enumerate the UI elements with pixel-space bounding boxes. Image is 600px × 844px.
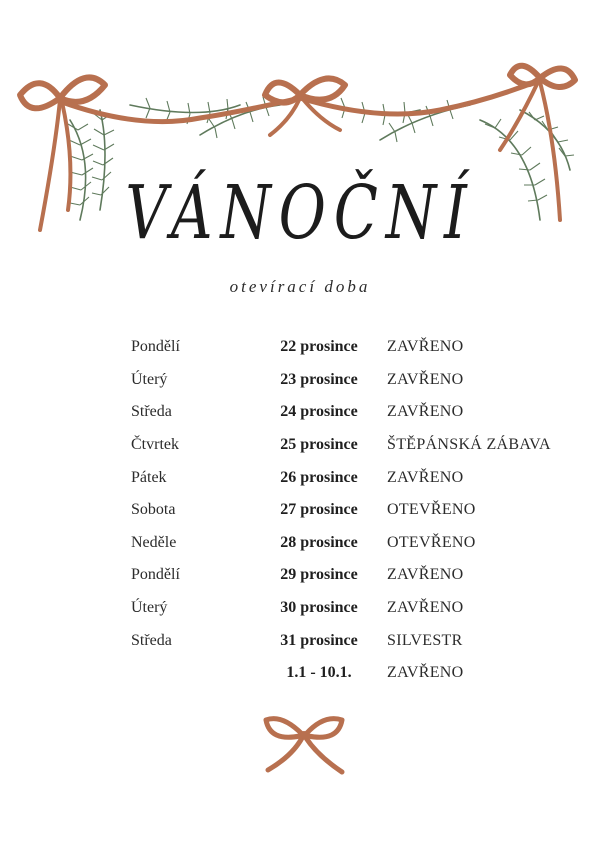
table-row [131, 527, 571, 560]
status-cell: ZAVŘENO [387, 403, 464, 421]
table-row [131, 657, 571, 690]
date-cell: 27 prosince [280, 501, 358, 519]
table-row [131, 559, 571, 592]
status-cell: ZAVŘENO [387, 566, 464, 584]
date-cell: 24 prosince [280, 403, 358, 421]
schedule-table [131, 331, 571, 690]
date-cell: 25 prosince [280, 436, 358, 454]
table-row [131, 396, 571, 429]
day-cell: Pondělí [131, 566, 180, 584]
date-cell: 26 prosince [280, 468, 358, 486]
status-cell: OTEVŘENO [387, 533, 476, 551]
table-row [131, 494, 571, 527]
date-cell: 1.1 - 10.1. [286, 664, 352, 682]
table-row [131, 461, 571, 494]
day-cell: Středa [131, 403, 172, 421]
table-row [131, 624, 571, 657]
date-cell: 30 prosince [280, 599, 358, 617]
status-cell: ZAVŘENO [387, 338, 464, 356]
status-cell: ZAVŘENO [387, 468, 464, 486]
day-cell: Středa [131, 631, 172, 649]
ribbon-bow-icon [262, 712, 346, 778]
day-cell: Úterý [131, 370, 168, 388]
day-cell: Pátek [131, 468, 167, 486]
table-row [131, 331, 571, 364]
status-cell: ZAVŘENO [387, 664, 464, 682]
day-cell: Úterý [131, 599, 168, 617]
page-title: VÁNOČNÍ [125, 170, 475, 256]
date-cell: 28 prosince [280, 533, 358, 551]
day-cell: Čtvrtek [131, 436, 179, 454]
status-cell: OTEVŘENO [387, 501, 476, 519]
date-cell: 31 prosince [280, 631, 358, 649]
day-cell: Neděle [131, 533, 177, 551]
status-cell: ZAVŘENO [387, 370, 464, 388]
status-cell: ŠTĚPÁNSKÁ ZÁBAVA [387, 436, 551, 454]
day-cell: Pondělí [131, 338, 180, 356]
day-cell: Sobota [131, 501, 176, 519]
date-cell: 29 prosince [280, 566, 358, 584]
page-subtitle: otevírací doba [229, 277, 371, 296]
status-cell: SILVESTR [387, 631, 463, 649]
table-row [131, 592, 571, 625]
date-cell: 22 prosince [280, 338, 358, 356]
date-cell: 23 prosince [280, 370, 358, 388]
status-cell: ZAVŘENO [387, 599, 464, 617]
table-row [131, 429, 571, 462]
table-row [131, 364, 571, 397]
